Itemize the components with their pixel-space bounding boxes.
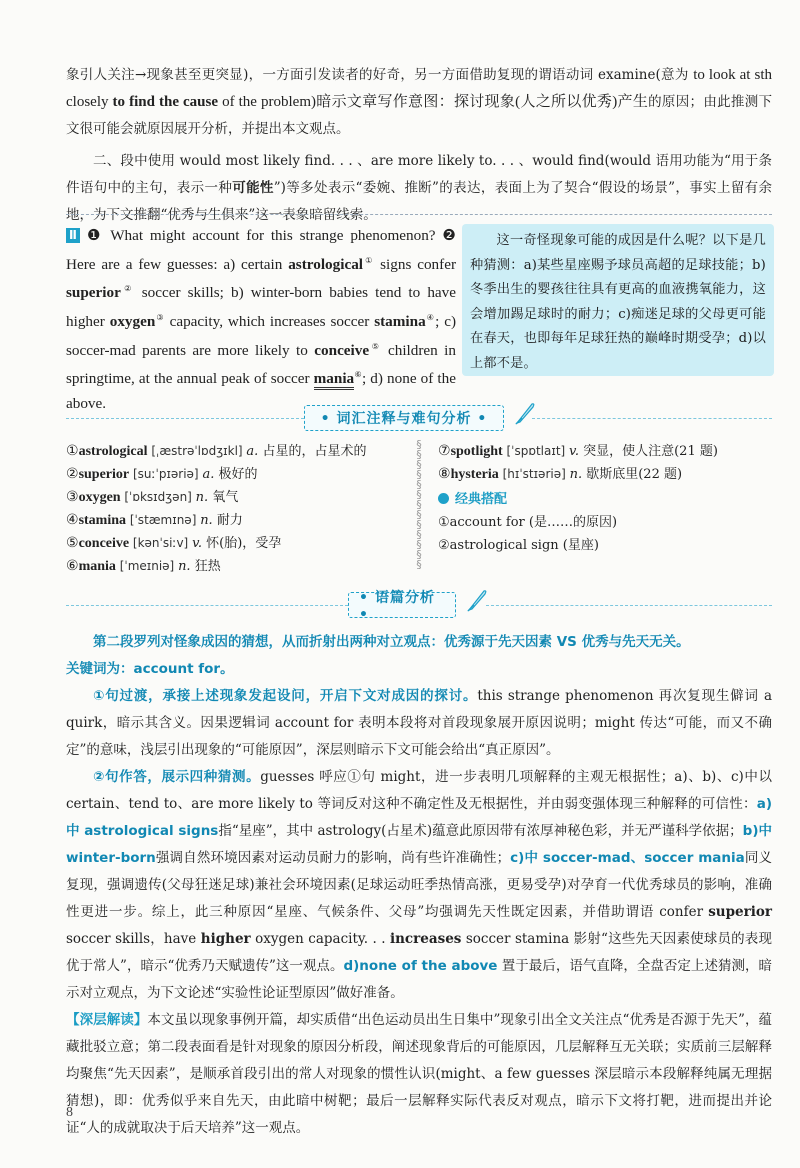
point-2-body: soccer stamina 影射“这些先天因素使球员的表现优于常人”，暗示“优秀乃天赋遗传”这一观点。 xyxy=(66,931,772,974)
vocab-word: conceive xyxy=(314,341,370,359)
entry-phonetic: [hɪˈstɪəriə] xyxy=(498,467,570,481)
vocab-section-title-text: • 词汇注释与难句分析 • xyxy=(320,411,488,427)
title-rule-right xyxy=(486,605,772,606)
entry-meaning: 占星的，占星术的 xyxy=(262,444,367,459)
text-run: 二、段中使用 would most likely find. . . 、are more likely to. . . 、would find(would 语用功能为“用于条件语句中的主句，表示一种 xyxy=(66,153,772,196)
text-run: 象引人关注→现象甚至更突显)，一方面引发读者的好奇，另一方面借助复现的谓语动词 examine(意为 xyxy=(66,67,689,83)
passage-text xyxy=(66,227,456,412)
footnote-marker: ⑥ xyxy=(354,370,362,380)
passage-translation: 这一奇怪现象可能的成因是什么呢？以下是几种猜测：a)某些星座赐予球员高超的足球技能；b)冬季出生的婴孩往往具有更高的血液携氧能力，这会增加踢足球时的耐力；c)痴迷足球的父母更可能在春天，也即每年足球狂热的巅峰时期受孕；d)以上都不是。 xyxy=(470,233,766,371)
entry-number: ⑦ xyxy=(438,443,451,459)
analysis-point-2 xyxy=(66,764,772,1007)
entry-word: oxygen xyxy=(78,490,121,505)
analysis-keyword-text: 关键词为：account for。 xyxy=(66,661,234,677)
entry-phonetic: [ˈɒksɪdʒən] xyxy=(120,490,196,504)
entry-pos: n. xyxy=(569,467,587,482)
collocation-header xyxy=(438,488,768,511)
vocab-list-left xyxy=(66,440,406,578)
point-2-highlight: c)中 soccer-mad、soccer mania xyxy=(510,850,745,866)
vocab-entry xyxy=(66,555,406,578)
bold-word: increases xyxy=(389,931,462,947)
vocab-word: oxygen xyxy=(109,312,156,330)
vocab-word: stamina xyxy=(374,312,426,330)
entry-number: ② xyxy=(66,466,79,482)
point-2-body: guesses 呼应①句 might，进一步表明几项解释的主观无根据性；a)、b)、c)中以 certain、tend to、are more likely to 等词反对这种不确定性及无根据性，并由弱变强体现三种解释的可信性： xyxy=(66,769,772,812)
analysis-lead xyxy=(66,629,772,656)
entry-word: hysteria xyxy=(450,467,499,482)
quill-icon xyxy=(466,588,488,612)
text-run: ; d) none of the above. xyxy=(66,370,456,412)
bold-phrase: 可能性 xyxy=(232,180,274,196)
entry-word: superior xyxy=(78,467,130,482)
text-run: soccer skills; b) winter-born babies tend to have higher xyxy=(66,284,456,330)
quill-icon xyxy=(514,401,536,425)
analysis-point-1 xyxy=(66,683,772,764)
entry-meaning: 歇斯底里(22 题) xyxy=(586,467,683,482)
entry-phonetic: [kənˈsiːv] xyxy=(129,536,193,550)
footnote-marker: ③ xyxy=(155,312,165,322)
bold-phrase: to find the cause xyxy=(112,94,219,110)
intro-paragraph-1 xyxy=(66,62,772,143)
point-2-body: 强调自然环境因素对运动员耐力的影响，尚有些许准确性； xyxy=(155,850,511,866)
entry-phonetic: [ˈmeɪniə] xyxy=(115,559,179,573)
analysis-body xyxy=(66,629,772,1142)
footnote-marker: ④ xyxy=(425,312,436,322)
vocab-entry xyxy=(66,440,406,463)
footnote-marker: ② xyxy=(120,284,135,294)
entry-number: ⑤ xyxy=(66,535,79,551)
dashed-divider xyxy=(66,214,772,215)
deep-interpretation-label: 【深层解读】 xyxy=(66,1012,148,1028)
entry-pos: a. xyxy=(246,444,263,459)
vocab-section-title xyxy=(304,405,504,431)
bold-word: higher xyxy=(200,931,251,947)
entry-number: ④ xyxy=(66,512,79,528)
entry-phonetic: [ˈspɒtlaɪt] xyxy=(502,444,570,458)
point-2-body: 指“星座”，其中 astrology(占星术)蕴意此原因带有浓厚神秘色彩，并无严谨科学依据； xyxy=(218,823,743,839)
entry-meaning: 突显，使人注意(21 题) xyxy=(583,444,718,459)
entry-meaning: 氧气 xyxy=(212,490,239,505)
entry-phonetic: [ˌæstrəˈlɒdʒɪkl] xyxy=(147,444,247,458)
vocab-entry xyxy=(438,463,768,486)
wavy-divider: § § § § § § § § § § § § § xyxy=(416,440,422,571)
entry-pos: n. xyxy=(195,490,213,505)
point-2-highlight: b)中 winter-born xyxy=(66,823,773,866)
entry-meaning: 极好的 xyxy=(218,467,258,482)
passage-english xyxy=(66,224,456,416)
point-2-body: oxygen capacity. . . xyxy=(250,931,390,947)
vocab-entry xyxy=(66,486,406,509)
point-1-heading: ①句过渡，承接上述现象发起设问，开启下文对成因的探讨。 xyxy=(93,688,478,704)
collocation-item: ②astrological sign (星座) xyxy=(438,538,599,553)
entry-word: astrological xyxy=(78,444,148,459)
intro-paragraph-2 xyxy=(66,148,772,229)
text-run: of the problem)暗示文章写作意图：探讨现象(人之所以优秀)产生 xyxy=(218,94,649,110)
entry-meaning: 怀(胎)，受孕 xyxy=(206,536,282,551)
entry-phonetic: [suːˈpɪəriə] xyxy=(129,467,203,481)
analysis-keyword xyxy=(66,656,772,683)
entry-pos: v. xyxy=(192,536,207,551)
point-2-body: soccer skills，have xyxy=(66,931,201,947)
point-1-body: this strange phenomenon 再次复现生僻词 a quirk，暗示其含义。因果逻辑词 account for 表明本段将对首段现象展开原因说明；might 传达“可能，而又不确定”的意味，浅层引出现象的“可能原因”，深层则暗示下文可能会给出“真正原因”。 xyxy=(66,688,773,758)
footnote-marker: ⑤ xyxy=(369,341,382,351)
entry-word: conceive xyxy=(78,536,130,551)
vocab-entry xyxy=(66,509,406,532)
vocab-entry xyxy=(66,532,406,555)
title-rule-right xyxy=(532,418,772,419)
bold-word: superior xyxy=(708,904,772,920)
entry-phonetic: [ˈstæmɪnə] xyxy=(126,513,201,527)
vocab-entry xyxy=(438,440,768,463)
entry-pos: n. xyxy=(178,559,195,574)
entry-word: stamina xyxy=(78,513,127,528)
entry-pos: n. xyxy=(200,513,217,528)
passage-translation-box xyxy=(462,224,774,376)
analysis-section-title-text: • 语篇分析 • xyxy=(359,590,435,623)
collocation-title: 经典搭配 xyxy=(455,492,508,507)
text-run: ❶ What might account for this strange phenomenon? ❷ Here are a few guesses: a) certain xyxy=(66,227,456,273)
point-2-heading: ②句作答，展示四种猜测。 xyxy=(93,769,261,785)
vocab-word: mania xyxy=(314,370,355,390)
vocab-word: superior xyxy=(66,284,121,302)
text-run: ; c) soccer-mad parents are more likely to xyxy=(66,312,457,359)
entry-number: ⑧ xyxy=(438,466,451,482)
entry-number: ⑥ xyxy=(66,558,79,574)
collocation-item: ①account for (是……的原因) xyxy=(438,515,618,530)
analysis-lead-text: 第二段罗列对怪象成因的猜想，从而折射出两种对立观点：优秀源于先天因素 VS 优秀与先天无关。 xyxy=(93,634,690,650)
text-run: children in springtime, at the annual peak of soccer xyxy=(66,341,456,388)
vocab-word: astrological xyxy=(288,255,364,273)
footnote-marker: ① xyxy=(363,255,375,265)
bullet-dot-icon xyxy=(438,493,449,504)
entry-word: spotlight xyxy=(450,444,503,459)
text-run: signs confer xyxy=(374,255,456,273)
text-run: ”)等多处表示“委婉、推断”的表达，表面上为了契合“假设的场景”，事实上留有余地，为下文推翻“优秀与生俱来”这一表象暗留线索。 xyxy=(66,180,773,223)
text-run: capacity, which increases soccer xyxy=(164,312,375,330)
title-rule-left xyxy=(66,605,348,606)
entry-pos: a. xyxy=(202,467,219,482)
text-run: to look at sth closely xyxy=(66,67,773,110)
entry-meaning: 耐力 xyxy=(216,513,243,528)
page-number: 8 xyxy=(66,1105,73,1120)
entry-number: ① xyxy=(66,443,79,459)
point-2-highlight: d)none of the above xyxy=(343,958,498,974)
vocab-entry xyxy=(66,463,406,486)
analysis-section-title xyxy=(348,590,456,623)
point-2-body: 置于最后，语气直降，全盘否定上述猜测，暗示对立观点，为下文论述“实验性论证型原因”做好准备。 xyxy=(66,958,772,1001)
deep-interpretation xyxy=(66,1007,772,1142)
title-rule-left xyxy=(66,418,304,419)
entry-pos: v. xyxy=(569,444,584,459)
point-2-highlight: a)中 astrological signs xyxy=(66,796,772,839)
entry-meaning: 狂热 xyxy=(194,559,221,574)
vocab-list-right xyxy=(438,440,768,557)
text-run: 的原因；由此推测下文很可能会就原因展开分析，并提出本文观点。 xyxy=(66,94,773,137)
point-2-body: 同义复现，强调遗传(父母狂迷足球)兼社会环境因素(足球运动旺季热情高涨，更易受孕)对孕育一代优秀球员的影响，准确性更进一步。综上，此三种原因“星座、气候条件、父母”均强调先天性既定因素，并借助谓语 confer xyxy=(66,850,772,920)
deep-interpretation-body: 本文虽以现象事例开篇，却实质借“出色运动员出生日集中”现象引出全文关注点“优秀是否源于先天”，蕴藏批驳立意；第二段表面看是针对现象的原因分析段，阐述现象背后的可能原因，几层解释互无关联；实质前三层解释均聚焦“先天因素”，是顺承首段引出的常人对现象的惯性认识(might、a few guesses 深层暗示本段解释纯属无理据猜想)，即：优秀似乎来自先天，由此暗中树靶；最后一层解释实际代表反对观点，暗示下文将打靶，进而提出并论证“人的成就取决于后天培养”这一观点。 xyxy=(66,1012,773,1136)
entry-word: mania xyxy=(78,559,116,574)
entry-number: ③ xyxy=(66,489,79,505)
paragraph-number-badge: Ⅱ xyxy=(66,228,80,243)
